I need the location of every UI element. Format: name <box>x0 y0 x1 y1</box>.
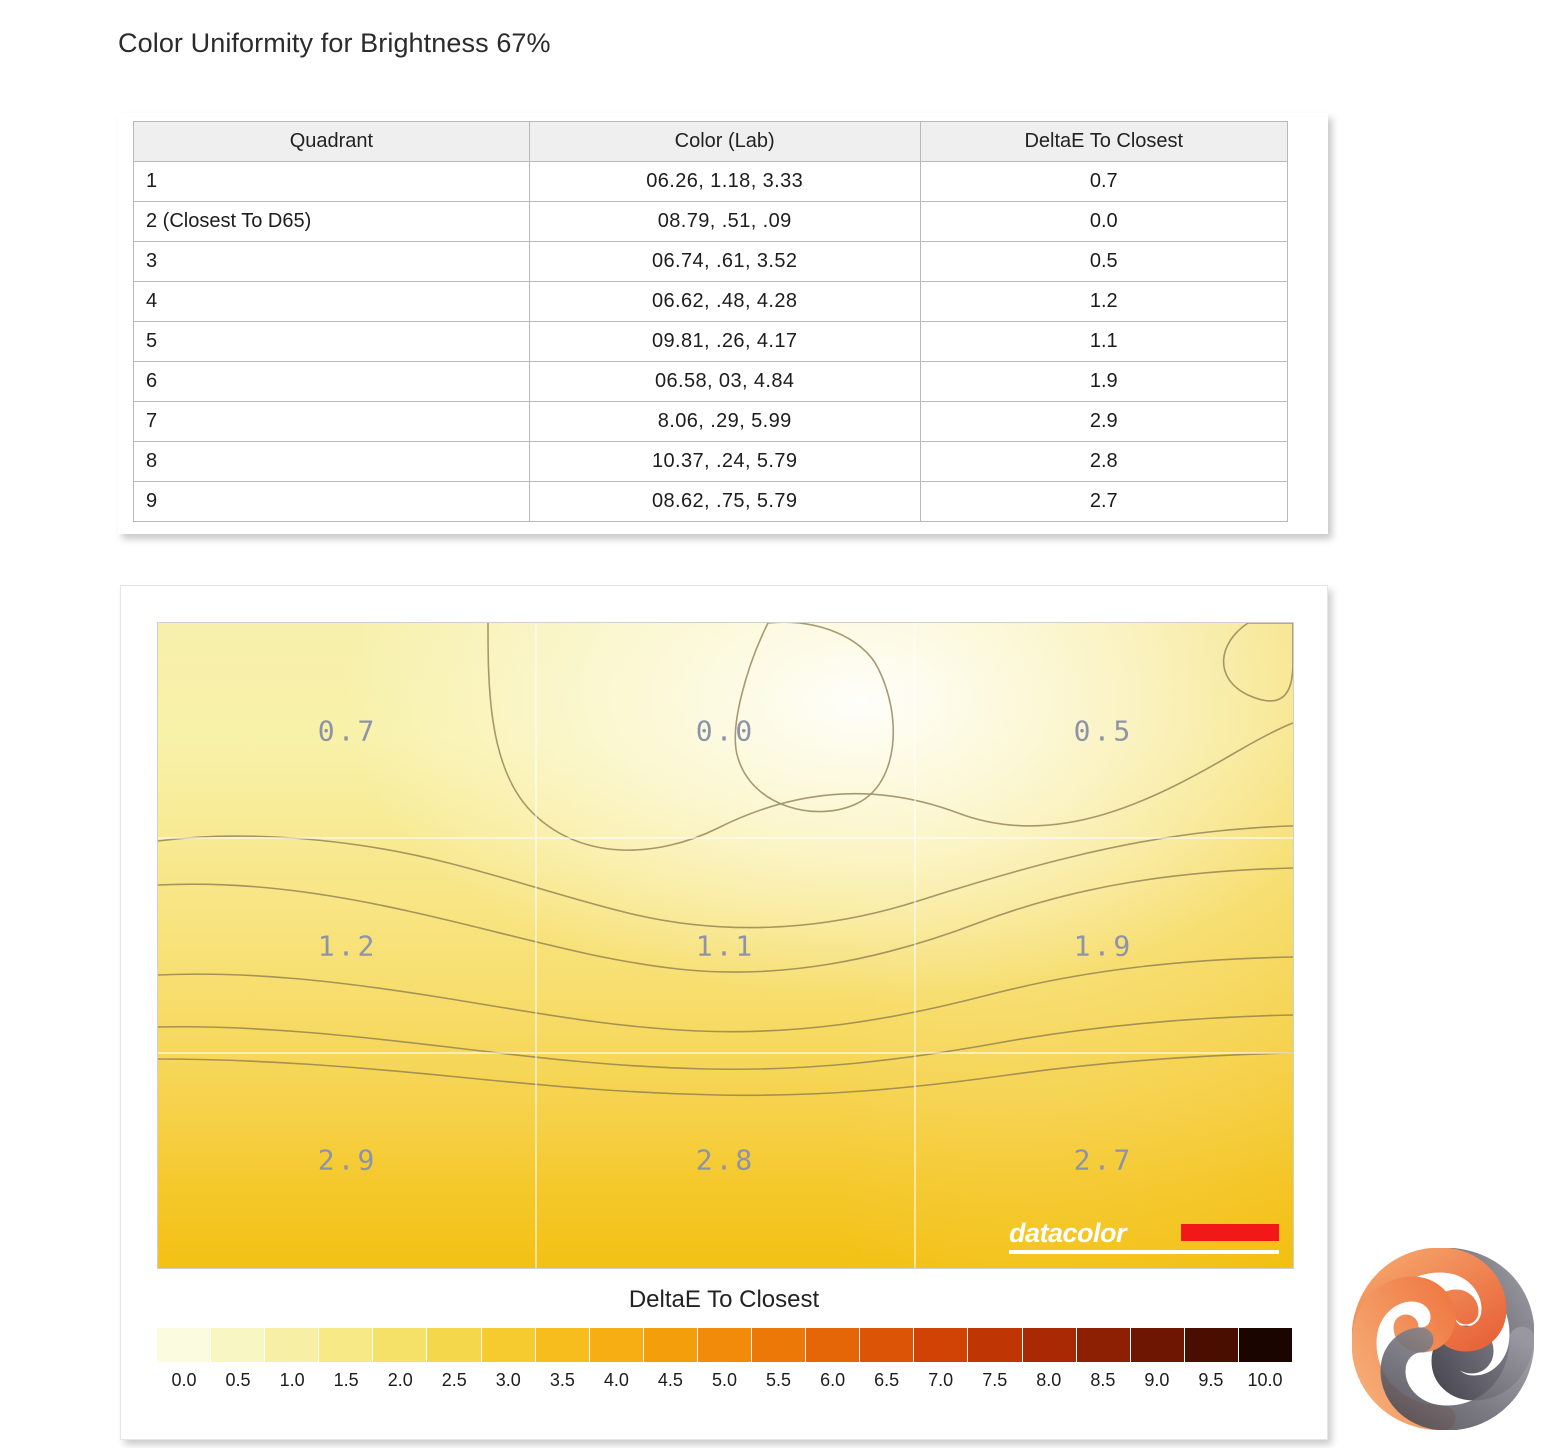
colorbar-tick-label: 8.0 <box>1036 1370 1062 1390</box>
cell-deltae: 0.5 <box>920 242 1287 282</box>
cell-quadrant: 5 <box>134 322 530 362</box>
table-row <box>134 362 1288 402</box>
colorbar-tick-label: 7.5 <box>982 1370 1008 1390</box>
cell-deltae: 1.1 <box>920 322 1287 362</box>
colorbar-segment <box>860 1328 914 1362</box>
cell-quadrant: 4 <box>134 282 530 322</box>
datacolor-logo <box>1009 1218 1279 1254</box>
colorbar-tick-label: 7.0 <box>928 1370 954 1390</box>
colorbar-segment <box>157 1328 211 1362</box>
heatmap-plot <box>157 622 1294 1269</box>
colorbar-segment <box>1077 1328 1131 1362</box>
table-row <box>134 322 1288 362</box>
datacolor-wordmark: datacolor <box>1009 1218 1127 1248</box>
colorbar-segment <box>482 1328 536 1362</box>
cell-color-lab: 8.06, .29, 5.99 <box>529 402 920 442</box>
heatmap-value-label: 1.2 <box>317 929 378 962</box>
cell-color-lab: 06.58, 03, 4.84 <box>529 362 920 402</box>
cell-color-lab: 09.81, .26, 4.17 <box>529 322 920 362</box>
colorbar-segment <box>265 1328 319 1362</box>
page-title: Color Uniformity for Brightness 67% <box>118 28 551 58</box>
colorbar-ticks <box>157 1370 1292 1396</box>
heatmap-right-warm <box>158 623 1293 1268</box>
column-header-color-lab: Color (Lab) <box>529 122 920 162</box>
cell-quadrant: 6 <box>134 362 530 402</box>
heatmap-value-label: 0.5 <box>1073 714 1134 748</box>
cell-deltae: 2.8 <box>920 442 1287 482</box>
colorbar-tick-label: 1.0 <box>279 1370 305 1390</box>
colorbar-tick-label: 2.5 <box>441 1370 467 1390</box>
cell-deltae: 2.9 <box>920 402 1287 442</box>
cell-quadrant: 8 <box>134 442 530 482</box>
cell-deltae: 2.7 <box>920 482 1287 522</box>
table-row <box>134 482 1288 522</box>
cell-quadrant: 2 (Closest To D65) <box>134 202 530 242</box>
kitguru-logo <box>1352 1248 1534 1430</box>
cell-quadrant: 9 <box>134 482 530 522</box>
colorbar-segment <box>1239 1328 1292 1362</box>
colorbar-segment <box>319 1328 373 1362</box>
table-body <box>134 162 1288 522</box>
colorbar-tick-label: 5.5 <box>766 1370 792 1390</box>
colorbar-segment <box>590 1328 644 1362</box>
heatmap-value-label: 2.9 <box>317 1143 378 1177</box>
legend-title: DeltaE To Closest <box>628 1286 820 1313</box>
table-row <box>134 282 1288 322</box>
table-row <box>134 162 1288 202</box>
colorbar-segment <box>536 1328 590 1362</box>
heatmap-canvas <box>158 623 1293 1268</box>
table-header-row <box>134 122 1288 162</box>
heatmap-value-label: 2.8 <box>695 1143 756 1177</box>
cell-deltae: 1.9 <box>920 362 1287 402</box>
column-header-quadrant: Quadrant <box>134 122 530 162</box>
heatmap-value-label: 2.7 <box>1073 1143 1134 1177</box>
colorbar-segment <box>806 1328 860 1362</box>
colorbar-segment <box>968 1328 1022 1362</box>
cell-color-lab: 08.62, .75, 5.79 <box>529 482 920 522</box>
uniformity-table <box>133 121 1288 522</box>
colorbar-segment <box>644 1328 698 1362</box>
colorbar-segment <box>1185 1328 1239 1362</box>
cell-quadrant: 7 <box>134 402 530 442</box>
cell-color-lab: 06.26, 1.18, 3.33 <box>529 162 920 202</box>
datacolor-underline <box>1009 1250 1279 1254</box>
heatmap-value-label: 0.7 <box>317 714 378 748</box>
cell-quadrant: 3 <box>134 242 530 282</box>
cell-deltae: 0.7 <box>920 162 1287 202</box>
heatmap-value-label: 1.9 <box>1073 929 1134 962</box>
colorbar-segment <box>914 1328 968 1362</box>
colorbar-tick-label: 6.5 <box>874 1370 900 1390</box>
colorbar-segment <box>698 1328 752 1362</box>
cell-color-lab: 06.62, .48, 4.28 <box>529 282 920 322</box>
colorbar-tick-label: 9.5 <box>1198 1370 1224 1390</box>
table-row <box>134 242 1288 282</box>
cell-color-lab: 06.74, .61, 3.52 <box>529 242 920 282</box>
heatmap-value-label: 1.1 <box>695 929 756 962</box>
colorbar-segment <box>427 1328 481 1362</box>
colorbar-tick-label: 4.0 <box>603 1370 629 1390</box>
colorbar-tick-label: 0.5 <box>225 1370 251 1390</box>
cell-color-lab: 10.37, .24, 5.79 <box>529 442 920 482</box>
uniformity-table-card <box>118 113 1328 534</box>
uniformity-heatmap-card <box>120 585 1328 1440</box>
cell-color-lab: 08.79, .51, .09 <box>529 202 920 242</box>
colorbar <box>157 1328 1292 1362</box>
colorbar-tick-label: 1.5 <box>333 1370 359 1390</box>
heatmap-value-label: 0.0 <box>695 714 756 748</box>
table-row <box>134 442 1288 482</box>
table-row <box>134 202 1288 242</box>
colorbar-segment <box>373 1328 427 1362</box>
colorbar-tick-label: 8.5 <box>1090 1370 1116 1390</box>
cell-quadrant: 1 <box>134 162 530 202</box>
cell-deltae: 1.2 <box>920 282 1287 322</box>
colorbar-tick-label: 10.0 <box>1247 1370 1283 1390</box>
colorbar-tick-label: 2.0 <box>387 1370 413 1390</box>
colorbar-tick-label: 0.0 <box>171 1370 197 1390</box>
table-row <box>134 402 1288 442</box>
colorbar-tick-label: 4.5 <box>657 1370 683 1390</box>
colorbar-segment <box>211 1328 265 1362</box>
colorbar-segment <box>752 1328 806 1362</box>
column-header-deltae: DeltaE To Closest <box>920 122 1287 162</box>
colorbar-tick-label: 6.0 <box>820 1370 846 1390</box>
colorbar-segment <box>1023 1328 1077 1362</box>
table-header <box>134 122 1288 162</box>
colorbar-tick-label: 5.0 <box>711 1370 738 1390</box>
colorbar-tick-label: 3.0 <box>495 1370 521 1390</box>
cell-deltae: 0.0 <box>920 202 1287 242</box>
colorbar-segment <box>1131 1328 1185 1362</box>
datacolor-bar-icon <box>1181 1224 1279 1241</box>
colorbar-tick-label: 9.0 <box>1144 1370 1170 1390</box>
colorbar-tick-label: 3.5 <box>549 1370 575 1390</box>
